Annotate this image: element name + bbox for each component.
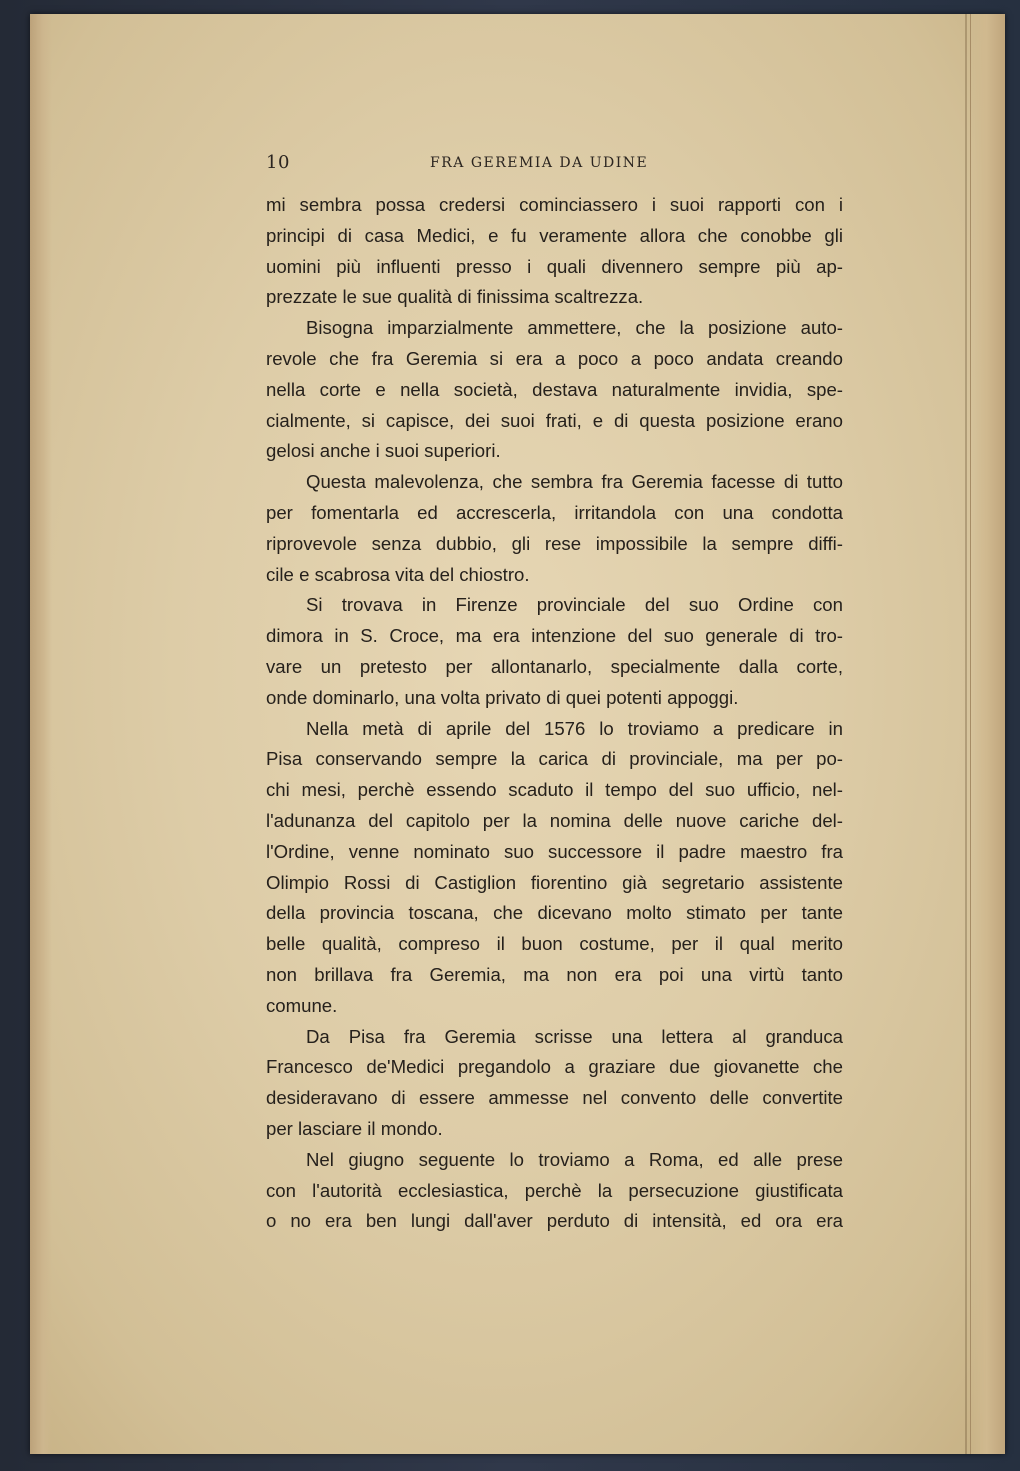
paragraph — [266, 467, 843, 590]
text-line: prezzate le sue qualità di finissima scaltrezza. — [266, 286, 644, 308]
text-line: Questa malevolenza, che sembra fra Geremia facesse di tutto — [306, 471, 843, 493]
text-line: principi di casa Medici, e fu veramente allora che conobbe gli — [266, 224, 843, 246]
text-line: l'adunanza del capitolo per la nomina delle nuove cariche del- — [266, 809, 843, 831]
paragraph — [266, 714, 843, 1022]
text-line: per lasciare il mondo. — [266, 1117, 443, 1139]
running-title: FRA GEREMIA DA UDINE — [430, 155, 649, 171]
text-line: belle qualità, compreso il buon costume, per il qual merito — [266, 933, 843, 955]
text-line: o no era ben lungi dall'aver perduto di intensità, ed ora era — [266, 1210, 843, 1232]
text-line: Bisogna imparzialmente ammettere, che la posizione auto- — [306, 317, 843, 339]
text-line: con l'autorità ecclesiastica, perchè la persecuzione giustificata — [266, 1179, 843, 1201]
text-line: Nel giugno seguente lo troviamo a Roma, ed alle prese — [306, 1148, 843, 1170]
text-line: gelosi anche i suoi superiori. — [266, 440, 501, 462]
text-line: Pisa conservando sempre la carica di provinciale, ma per po- — [266, 748, 843, 770]
body-text — [266, 190, 843, 1237]
text-line: chi mesi, perchè essendo scaduto il tempo del suo ufficio, nel- — [266, 779, 843, 801]
text-line: Da Pisa fra Geremia scrisse una lettera al granduca — [306, 1025, 843, 1047]
running-head — [266, 152, 846, 176]
text-line: Si trovava in Firenze provinciale del suo Ordine con — [306, 594, 843, 616]
text-line: Olimpio Rossi di Castiglion fiorentino già segretario assistente — [266, 871, 843, 893]
text-line: Nella metà di aprile del 1576 lo troviamo a predicare in — [306, 717, 843, 739]
text-line: nella corte e nella società, destava naturalmente invidia, spe- — [266, 378, 843, 400]
text-line: dimora in S. Croce, ma era intenzione del suo generale di tro- — [266, 625, 843, 647]
text-line: l'Ordine, venne nominato suo successore il padre maestro fra — [266, 840, 843, 862]
paragraph — [266, 1145, 843, 1237]
text-line: cile e scabrosa vita del chiostro. — [266, 563, 530, 585]
page-fold — [965, 14, 967, 1454]
paragraph — [266, 590, 843, 713]
paragraph — [266, 313, 843, 467]
text-line: per fomentarla ed accrescerla, irritandola con una condotta — [266, 501, 843, 523]
text-line: vare un pretesto per allontanarlo, specialmente dalla corte, — [266, 655, 843, 677]
text-line: della provincia toscana, che dicevano molto stimato per tante — [266, 902, 843, 924]
text-line: onde dominarlo, una volta privato di quei potenti appoggi. — [266, 686, 739, 708]
text-line: Francesco de'Medici pregandolo a graziare due giovanette che — [266, 1056, 843, 1078]
page-number: 10 — [266, 152, 290, 173]
paragraph — [266, 190, 843, 313]
text-line: mi sembra possa credersi cominciassero i suoi rapporti con i — [266, 194, 843, 215]
text-line: comune. — [266, 994, 338, 1016]
text-line: revole che fra Geremia si era a poco a poco andata creando — [266, 347, 843, 369]
text-line: desideravano di essere ammesse nel convento delle convertite — [266, 1087, 843, 1109]
paragraph — [266, 1022, 843, 1145]
text-line: non brillava fra Geremia, ma non era poi una virtù tanto — [266, 963, 843, 985]
text-line: riprovevole senza dubbio, gli rese impossibile la sempre diffi- — [266, 532, 843, 554]
text-line: cialmente, si capisce, dei suoi frati, e di questa posizione erano — [266, 409, 843, 431]
text-line: uomini più influenti presso i quali divennero sempre più ap- — [266, 255, 843, 277]
